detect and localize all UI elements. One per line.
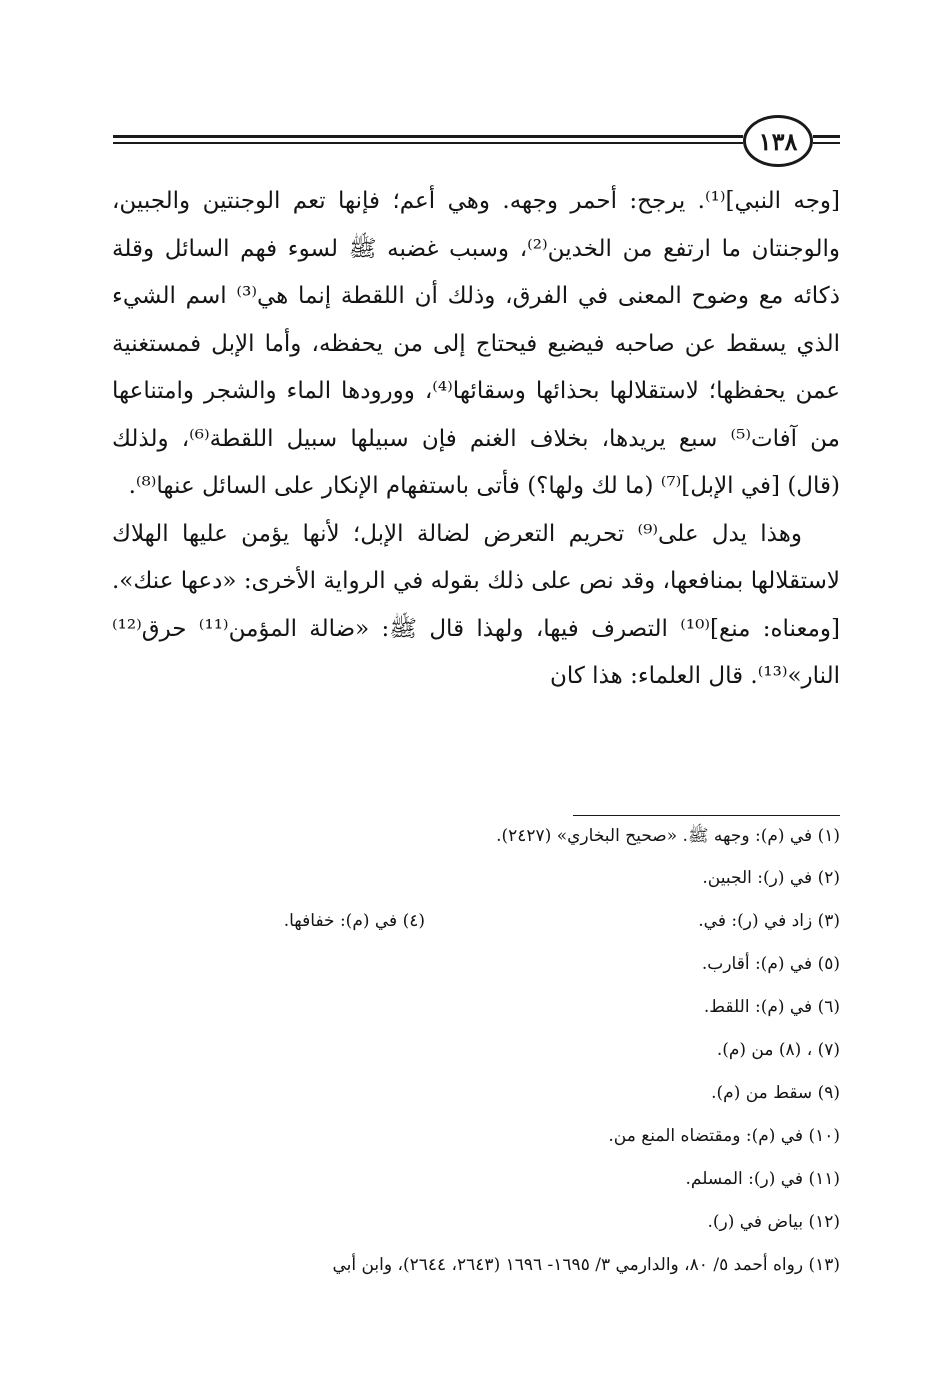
paragraph: وهذا يدل على⁽⁹⁾ تحريم التعرض لضالة الإبل؛ لأنها يؤمن عليها الهلاك لاستقلالها بمنافعها، وقد نص على ذلك بقوله في الرواية الأخرى: «دعها عنك». [ومعناه: منع]⁽¹⁰⁾ التصرف فيها، ولهذا قال ﷺ: «ضالة المؤمن⁽¹¹⁾ حرق⁽¹²⁾ النار»⁽¹³⁾. قال العلماء: هذا كان bbox=[112, 520, 841, 689]
header-rule bbox=[813, 135, 840, 138]
paragraph: [وجه النبي]⁽¹⁾. يرجح: أحمر وجهه. وهي أعم؛ فإنها تعم الوجنتين والجبين، والوجنتان ما ارتفع من الخدين⁽²⁾، وسبب غضبه ﷺ لسوء فهم السائل وقلة ذكائه مع وضوح المعنى في الفرق، وذلك أن اللقطة إنما هي⁽³⁾ اسم الشيء الذي يسقط عن صاحبه فيضيع فيحتاج إلى من يحفظه، وأما الإبل فمستغنية عمن يحفظها؛ لاستقلالها بحذائها وسقائها⁽⁴⁾، وورودها الماء والشجر وامتناعها من آفات⁽⁵⁾ سبع يريدها، بخلاف الغنم فإن سبيلها سبيل اللقطة⁽⁶⁾، ولذلك (قال) [في الإبل]⁽⁷⁾ (ما لك ولها؟) فأتى باستفهام الإنكار على السائل عنها⁽⁸⁾. bbox=[112, 188, 840, 499]
footnote: (١٠) في (م): ومقتضاه المنع من. bbox=[608, 1126, 840, 1146]
footnote: (٧) ، (٨) من (م). bbox=[716, 1040, 840, 1060]
footnote: (٤) في (م): خفافها. bbox=[283, 911, 425, 931]
footnote: (٥) في (م): أقارب. bbox=[701, 954, 840, 974]
footnote: (١) في (م): وجهه ﷺ. «صحيح البخاري» (٢٤٢٧). bbox=[496, 826, 840, 846]
footnote: (١٣) رواه أحمد ٥/ ٨٠، والدارمي ٣/ ١٦٩٥- ١٦٩٦ (٢٦٤٣، ٢٦٤٤)، وابن أبي bbox=[332, 1255, 840, 1275]
header-rule bbox=[813, 142, 840, 144]
footnote: (١٢) بياض في (ر). bbox=[707, 1212, 840, 1232]
footnote: (٣) زاد في (ر): في. bbox=[698, 911, 840, 931]
footnote: (٢) في (ر): الجبين. bbox=[702, 868, 840, 888]
footnote: (٦) في (م): اللقط. bbox=[703, 997, 840, 1017]
page-number: ١٣٨ bbox=[743, 115, 813, 167]
header-rule bbox=[113, 142, 743, 144]
header-rule bbox=[113, 135, 743, 138]
footnote: (٩) سقط من (م). bbox=[711, 1083, 840, 1103]
main-text bbox=[112, 178, 840, 701]
footnote-divider bbox=[573, 815, 840, 816]
footnote: (١١) في (ر): المسلم. bbox=[685, 1169, 840, 1189]
page-header bbox=[113, 112, 840, 172]
